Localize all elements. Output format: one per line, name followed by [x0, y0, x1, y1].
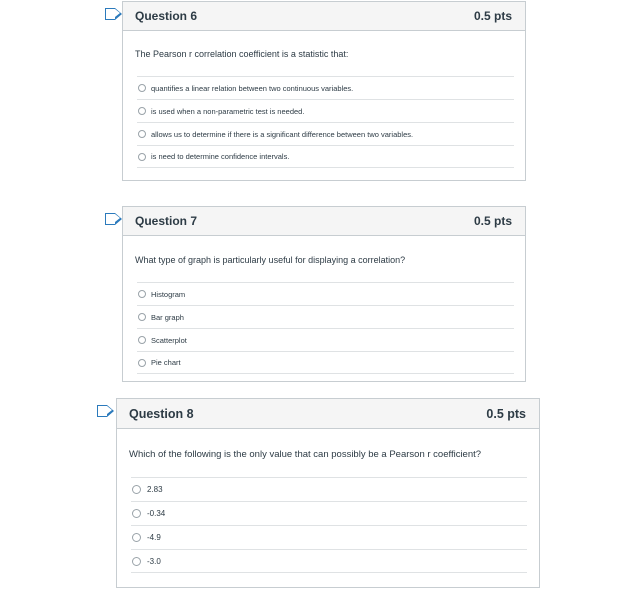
question-points: 0.5 pts — [473, 9, 512, 23]
answer-option[interactable] — [137, 99, 514, 122]
answer-option[interactable] — [137, 328, 514, 351]
answer-label: 2.83 — [147, 485, 163, 494]
flag-question-8-icon[interactable] — [97, 405, 107, 417]
question-header — [123, 207, 525, 236]
radio-button[interactable] — [132, 509, 141, 518]
answer-label: -3.0 — [147, 556, 161, 566]
answer-option[interactable] — [131, 477, 527, 501]
radio-button[interactable] — [138, 359, 146, 367]
radio-button[interactable] — [132, 557, 141, 566]
answer-option[interactable] — [137, 122, 514, 145]
answer-label: Histogram — [151, 289, 186, 299]
radio-button[interactable] — [132, 485, 141, 494]
flag-question-6-icon[interactable] — [105, 8, 115, 20]
question-points: 0.5 pts — [473, 214, 512, 228]
answer-option[interactable] — [137, 76, 514, 99]
answer-label: -0.34 — [147, 509, 166, 518]
answer-label: is need to determine confidence intervals. — [151, 152, 290, 161]
radio-button[interactable] — [138, 313, 146, 321]
question-title: Question 7 — [135, 214, 198, 228]
question-7-card — [122, 206, 526, 382]
answer-label: quantifies a linear relation between two continuous variables. — [151, 83, 354, 93]
radio-button[interactable] — [138, 290, 146, 298]
radio-button[interactable] — [138, 107, 146, 115]
answer-option[interactable] — [137, 351, 514, 374]
answer-list — [131, 477, 527, 573]
answer-label: is used when a non-parametric test is needed. — [151, 106, 305, 116]
question-6-card — [122, 1, 526, 181]
answer-label: Bar graph — [151, 312, 184, 322]
radio-button[interactable] — [138, 336, 146, 344]
question-text: Which of the following is the only value that can possibly be a Pearson r coefficient? — [129, 449, 482, 460]
answer-option[interactable] — [137, 282, 514, 305]
answer-option[interactable] — [137, 305, 514, 328]
answer-option[interactable] — [131, 549, 527, 573]
question-title: Question 8 — [129, 406, 194, 421]
question-title: Question 6 — [135, 9, 198, 23]
answer-label: Scatterplot — [151, 335, 187, 345]
question-points: 0.5 pts — [486, 406, 526, 421]
question-text: What type of graph is particularly useful for displaying a correlation? — [135, 255, 406, 265]
answer-label: -4.9 — [147, 533, 161, 542]
radio-button[interactable] — [132, 533, 141, 542]
answer-option[interactable] — [131, 501, 527, 525]
question-header — [117, 399, 539, 429]
question-header — [123, 2, 525, 31]
answer-list — [137, 76, 514, 168]
radio-button[interactable] — [138, 84, 146, 92]
answer-label: Pie chart — [151, 358, 181, 367]
radio-button[interactable] — [138, 130, 146, 138]
radio-button[interactable] — [138, 153, 146, 161]
question-8-card — [116, 398, 540, 588]
answer-list — [137, 282, 514, 374]
question-text: The Pearson r correlation coefficient is a statistic that: — [135, 49, 349, 59]
answer-label: allows us to determine if there is a significant difference between two variables. — [151, 129, 414, 139]
flag-question-7-icon[interactable] — [105, 213, 115, 225]
answer-option[interactable] — [137, 145, 514, 168]
answer-option[interactable] — [131, 525, 527, 549]
